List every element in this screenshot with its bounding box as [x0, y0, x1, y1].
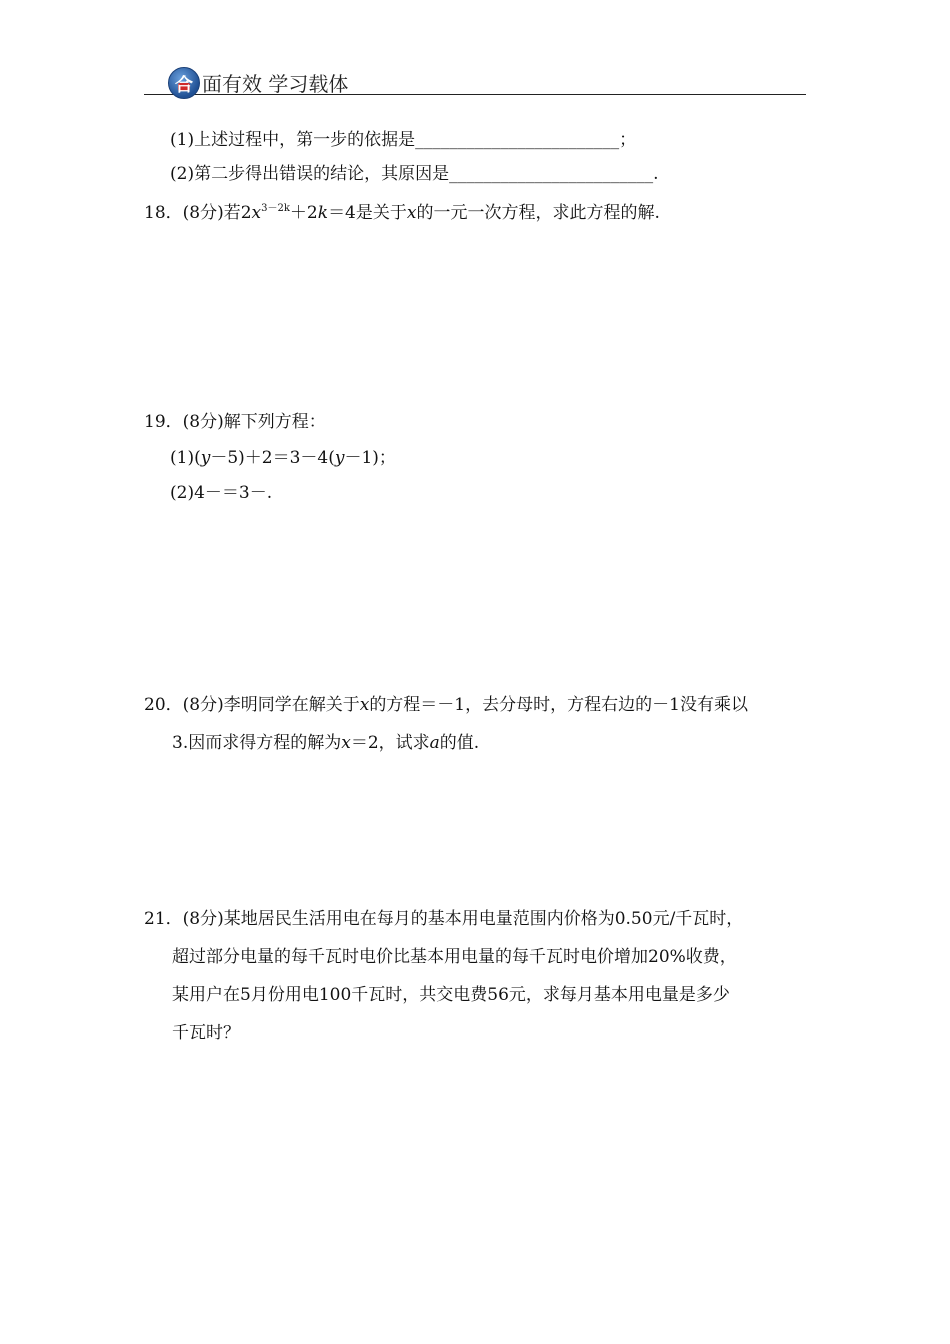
q20-line1	[144, 693, 748, 717]
q19-var-y2: y	[334, 448, 345, 468]
q18-suffix2: 的一元一次方程，求此方程的解.	[416, 203, 660, 223]
q18-var-x: x	[251, 203, 262, 223]
q20-var-x2: x	[341, 733, 351, 753]
q20-l2-a: 3.因而求得方程的解为	[172, 733, 342, 753]
q18-mid: ＋2	[289, 203, 318, 223]
q19-var-y1: y	[200, 448, 211, 468]
q21-line3: 某用户在5月份用电100千瓦时，共交电费56元，求每月基本用电量是多少	[172, 985, 730, 1005]
q20-l1-a: 20．(8分)李明同学在解关于	[144, 695, 360, 715]
logo-glyph: 合	[175, 75, 193, 96]
q18-var-k: k	[317, 203, 329, 223]
q19-sub1-a: (1)(	[170, 448, 201, 468]
q19-sub1-b: －5)＋2＝3－4(	[210, 448, 335, 468]
q20-l2-c: 的值.	[439, 733, 480, 753]
q20-var-x: x	[359, 695, 370, 715]
q21-line4: 千瓦时？	[172, 1023, 240, 1043]
school-logo-icon	[168, 67, 200, 99]
page-header	[144, 64, 806, 95]
q18-suffix1: ＝4是关于	[328, 203, 407, 223]
q20-line2	[172, 731, 479, 755]
q17-sub2: (2)第二步得出错误的结论，其原因是________________________.	[170, 164, 659, 184]
q20-l2-b: ＝2，试求	[350, 733, 430, 753]
q18-prefix: 18．(8分)若2	[144, 203, 252, 223]
q20-l1-b: 的方程＝－1，去分母时，方程右边的－1没有乘以	[369, 695, 748, 715]
q19-sub1	[170, 446, 396, 470]
q18-text	[144, 197, 660, 225]
q21-line1: 21．(8分)某地居民生活用电在每月的基本用电量范围内价格为0.50元/千瓦时，	[144, 909, 744, 929]
header-title: 面有效 学习载体	[202, 72, 349, 96]
q17-sub1: (1)上述过程中，第一步的依据是________________________；	[170, 130, 637, 150]
q18-exponent: 3－2k	[261, 203, 290, 214]
q19-sub2: (2)4－＝3－.	[170, 483, 273, 503]
q18-var-x2: x	[406, 203, 417, 223]
q21-line2: 超过部分电量的每千瓦时电价比基本用电量的每千瓦时电价增加20%收费，	[172, 947, 737, 967]
q19-title: 19．(8分)解下列方程：	[144, 412, 326, 432]
q19-sub1-c: －1)；	[344, 448, 396, 468]
q20-var-a: a	[429, 733, 440, 753]
